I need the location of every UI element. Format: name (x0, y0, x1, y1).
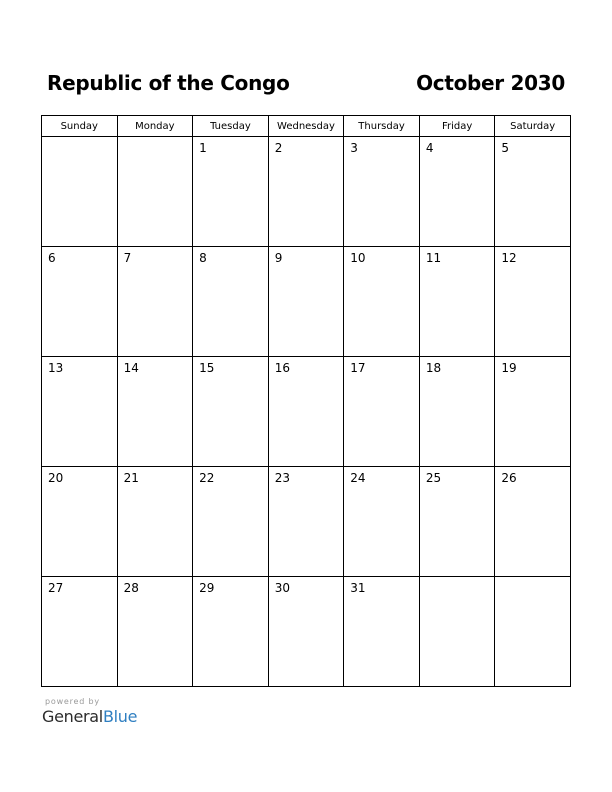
day-cell (193, 247, 269, 357)
day-number: 5 (501, 141, 510, 155)
day-number (118, 137, 193, 141)
day-cell (42, 577, 118, 687)
day-number: 23 (274, 471, 290, 485)
day-number: 10 (350, 251, 366, 265)
day-number (420, 577, 495, 581)
day-number: 7 (123, 251, 132, 265)
day-number: 21 (123, 471, 139, 485)
day-number: 31 (350, 581, 366, 595)
day-cell (42, 467, 118, 577)
day-number: 30 (274, 581, 290, 595)
day-number: 8 (199, 251, 207, 265)
weekday-header-row (42, 116, 571, 137)
day-cell (193, 577, 269, 687)
day-cell (42, 357, 118, 467)
month-year-title: October 2030 (416, 71, 565, 95)
day-cell (193, 467, 269, 577)
day-cell (193, 137, 269, 247)
day-number: 13 (48, 361, 64, 375)
day-number: 18 (425, 361, 442, 375)
day-cell (419, 577, 495, 687)
day-cell (419, 137, 495, 247)
weekday-thursday: Thursday (344, 116, 420, 137)
weekday-saturday: Saturday (495, 116, 571, 137)
day-cell (495, 467, 571, 577)
day-cell (117, 247, 193, 357)
day-cell (495, 137, 571, 247)
day-cell (117, 467, 193, 577)
footer-branding (42, 697, 137, 726)
day-cell (419, 357, 495, 467)
day-cell (495, 577, 571, 687)
week-row-5 (42, 577, 571, 687)
day-number: 26 (501, 471, 517, 485)
day-cell (268, 467, 344, 577)
day-number: 11 (425, 251, 442, 265)
powered-by-text: powered by (45, 697, 100, 706)
country-title: Republic of the Congo (47, 71, 290, 95)
day-cell (42, 137, 118, 247)
day-cell (117, 137, 193, 247)
weekday-sunday: Sunday (42, 116, 118, 137)
day-cell (268, 577, 344, 687)
day-cell (419, 247, 495, 357)
day-cell (117, 577, 193, 687)
day-cell (268, 137, 344, 247)
day-cell (344, 357, 420, 467)
day-number: 9 (274, 251, 283, 265)
day-cell (344, 247, 420, 357)
day-number: 17 (350, 361, 366, 375)
day-number: 20 (48, 471, 64, 485)
day-number: 27 (48, 581, 64, 595)
day-cell (344, 467, 420, 577)
brand-general: General (42, 707, 103, 726)
calendar-grid (41, 115, 571, 687)
day-number: 24 (350, 471, 366, 485)
day-number: 15 (199, 361, 215, 375)
day-number: 3 (350, 141, 358, 155)
day-cell (344, 577, 420, 687)
week-row-3 (42, 357, 571, 467)
day-cell (419, 467, 495, 577)
day-number: 28 (123, 581, 139, 595)
day-number: 12 (501, 251, 517, 265)
day-number: 4 (425, 141, 434, 155)
week-row-4 (42, 467, 571, 577)
day-cell (42, 247, 118, 357)
weekday-friday: Friday (419, 116, 495, 137)
day-number (42, 137, 117, 141)
day-cell (117, 357, 193, 467)
day-number (495, 577, 570, 581)
day-number: 16 (274, 361, 290, 375)
week-row-2 (42, 247, 571, 357)
day-number: 22 (199, 471, 215, 485)
day-cell (344, 137, 420, 247)
day-number: 6 (48, 251, 56, 265)
day-number: 19 (501, 361, 517, 375)
day-number: 25 (425, 471, 442, 485)
weekday-tuesday: Tuesday (193, 116, 269, 137)
week-row-1 (42, 137, 571, 247)
generalblue-logo[interactable] (42, 707, 137, 726)
weekday-wednesday: Wednesday (268, 116, 344, 137)
day-number: 2 (274, 141, 283, 155)
day-number: 14 (123, 361, 139, 375)
day-cell (268, 247, 344, 357)
weekday-monday: Monday (117, 116, 193, 137)
day-number: 1 (199, 141, 207, 155)
day-cell (268, 357, 344, 467)
day-cell (495, 357, 571, 467)
day-cell (193, 357, 269, 467)
brand-blue: Blue (102, 707, 138, 726)
day-number: 29 (199, 581, 215, 595)
day-cell (495, 247, 571, 357)
